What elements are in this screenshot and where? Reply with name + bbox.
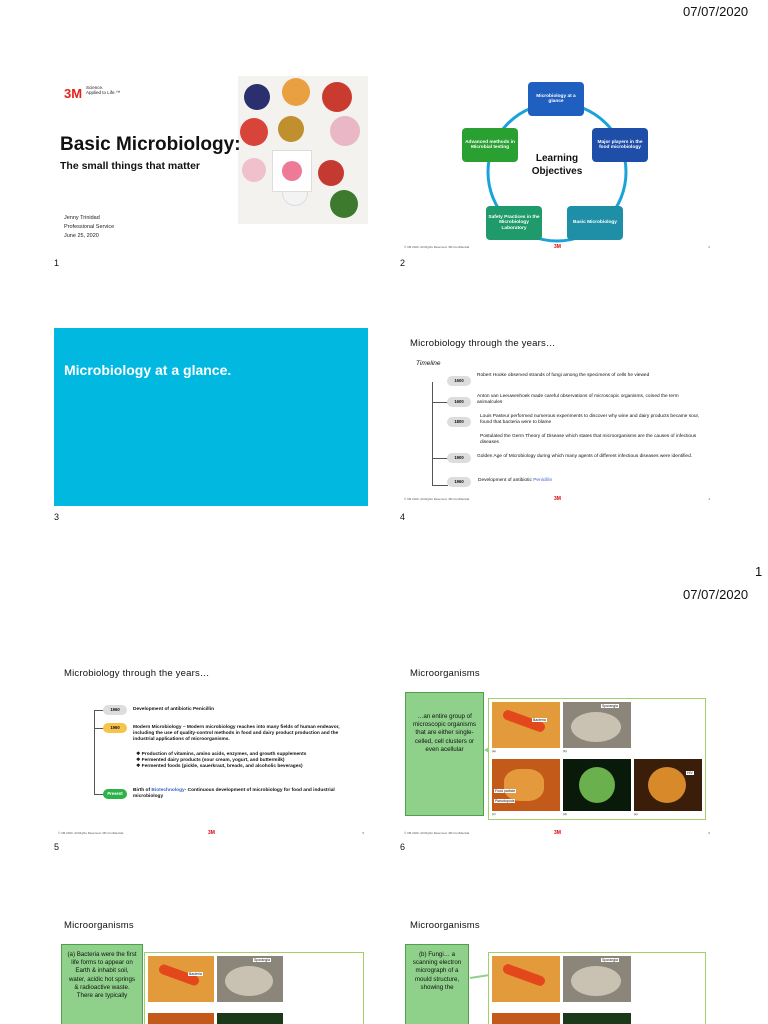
slide-footer: © 3M 2020. All Rights Reserved. 3M Confidential. 3M 6 <box>404 830 710 836</box>
timeline-year: 1800 <box>447 417 471 427</box>
micrograph-panel: Bacteria Sporangia (a) (b) Food particle Pseudopods HIV (c) (d) (e) <box>488 698 706 820</box>
slide-7[interactable] <box>54 912 368 1024</box>
fungi-image: Sporangia <box>563 702 631 748</box>
micrograph-panel: Sporangia <box>488 952 706 1024</box>
timeline-event: Anton van Leeuwenhoek made careful observations of microscopic organisms, coined the term animalcules <box>477 394 679 405</box>
penicillin-link[interactable]: Penicillin <box>533 478 553 483</box>
department: Professional Service <box>64 224 115 230</box>
author-name: Jenny Trinidad <box>64 215 100 221</box>
slide-number-6: 6 <box>400 842 406 852</box>
definition-box: …an entire group of microscopic organisms that are either single-celled, cell clusters or even acellular <box>405 692 484 816</box>
timeline-event: Robert Hooke observed strands of fungi among the specimens of cells he viewed <box>477 373 650 378</box>
presentation-date: June 25, 2020 <box>64 233 99 239</box>
slide-6-title: Microorganisms <box>410 668 480 679</box>
slide-3[interactable] <box>54 328 368 506</box>
slide-3-title: Microbiology at a glance. <box>64 362 232 378</box>
slide-number-2: 2 <box>400 258 406 268</box>
slide-4[interactable] <box>400 328 714 506</box>
timeline-event: Development of antibiotic Penicillin <box>478 478 553 483</box>
slide-5[interactable] <box>54 662 368 840</box>
slide-7-title: Microorganisms <box>64 920 134 931</box>
timeline-year: 1600 <box>447 397 471 407</box>
timeline-year: 1900 <box>447 453 471 463</box>
bacteria-description-box: (a) Bacteria were the first life forms to appear on Earth & inhabit soil, water, acidic hot springs & radioactive waste. There are typically <box>61 944 143 1024</box>
slide-8[interactable] <box>400 912 714 1024</box>
slide-1-title: Basic Microbiology: <box>60 134 241 155</box>
timeline-event: Postulated the Germ Theory of Disease which states that microorganisms are the causes of infectious diseases <box>480 434 697 445</box>
food-photo <box>238 76 368 224</box>
timeline-year: 1960 <box>103 705 127 715</box>
timeline-event: Development of antibiotic Penicillin <box>133 707 215 712</box>
timeline-year: Present <box>103 789 127 799</box>
slide-number-4: 4 <box>400 512 406 522</box>
objective-major-players[interactable]: Major players in the food microbiology <box>592 128 648 162</box>
slide-8-title: Microorganisms <box>410 920 480 931</box>
page-number: 1 <box>755 564 763 579</box>
bullet-item: ❖ Fermented foods (pickle, sauerkraut, breads, and alcoholic beverages) <box>136 764 303 769</box>
algae-image <box>563 759 631 811</box>
timeline-event: Birth of Biotechnology- Continuous development of microbiology for food and industrial microbiology <box>133 788 335 799</box>
slide-number-5: 5 <box>54 842 60 852</box>
slide-2[interactable] <box>400 76 714 254</box>
page-date-top: 07/07/2020 <box>683 4 749 19</box>
timeline-event: Golden Age of Microbiology during which many agents of different infectious diseases were identified. <box>477 454 693 459</box>
bacteria-image: Bacteria <box>492 702 560 748</box>
objective-advanced-methods[interactable]: Advanced methods in Microbial testing <box>462 128 518 162</box>
learning-objectives-label: Learning Objectives <box>531 153 583 177</box>
timeline-year: 1600 <box>447 376 471 386</box>
objective-microbiology-at-a-glance[interactable]: Microbiology at a glance <box>528 82 584 116</box>
petrifilm-plate <box>272 150 312 192</box>
logo-tagline: Science. Applied to Life.™ <box>86 85 121 95</box>
bullet-item: ❖ Production of vitamins, amino acids, enzymes, and growth supplements <box>136 752 307 757</box>
biotechnology-link[interactable]: Biotechnology <box>151 788 185 793</box>
objective-safety-practices[interactable]: Safety Practices in the Microbiology Laboratory <box>486 206 542 240</box>
page-date-mid: 07/07/2020 <box>683 587 749 602</box>
timeline-label: Timeline <box>416 360 441 367</box>
objective-basic-microbiology[interactable]: Basic Microbiology <box>567 206 623 240</box>
slide-1-subtitle: The small things that matter <box>60 160 201 172</box>
timeline-year: 1960 <box>447 477 471 487</box>
virus-image: HIV <box>634 759 702 811</box>
bullet-item: ❖ Fermented dairy products (sour cream, yogurt, and buttermilk) <box>136 758 285 763</box>
micrograph-panel: Bacteria Sporangia <box>144 952 364 1024</box>
slide-6[interactable] <box>400 662 714 840</box>
bullet-list <box>136 752 356 770</box>
slide-number-1: 1 <box>54 258 60 268</box>
timeline-year: 1960 <box>103 723 127 733</box>
slide-footer: © 3M 2020. All Rights Reserved. 3M Confidential. 3M 5 <box>58 830 364 836</box>
slide-4-title: Microbiology through the years… <box>410 338 556 349</box>
slide-1-meta <box>64 214 114 241</box>
slide-footer: © 3M 2020. All Rights Reserved. 3M Confidential. 3M 2 <box>404 244 710 250</box>
fungi-description-box: (b) Fungi… a scanning electron micrograph of a mould structure, showing the <box>405 944 469 1024</box>
3m-logo: 3M <box>64 86 83 101</box>
slide-footer: © 3M 2020. All Rights Reserved. 3M Confidential. 3M 4 <box>404 496 710 502</box>
slide-number-3: 3 <box>54 512 60 522</box>
slide-5-title: Microbiology through the years… <box>64 668 210 679</box>
slide-1[interactable] <box>54 76 368 254</box>
timeline-event: Louis Pasteur performed numerous experiments to discover why wine and dairy products became sour, found that bacteria were to blame <box>480 414 700 425</box>
timeline-event: Modern Microbiology – Modern microbiology reaches into many fields of human endeavor, including the use of quality-control methods in food and dairy product production and the industrial applications of microorganisms. <box>133 725 340 742</box>
protozoa-image: Food particle Pseudopods <box>492 759 560 811</box>
